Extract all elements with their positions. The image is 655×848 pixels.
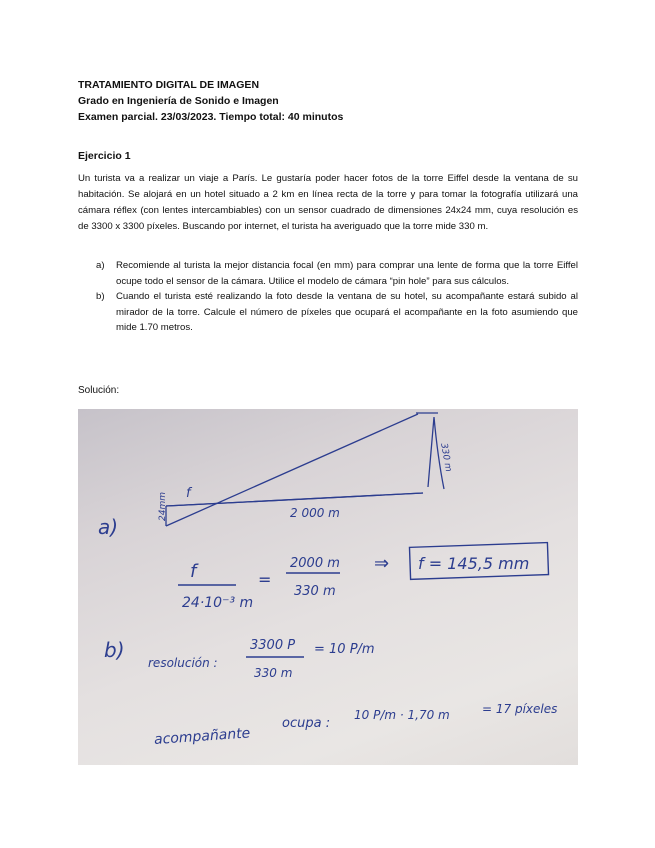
sketch-distance-label: 2 000 m: [290, 506, 340, 520]
frac2-numerator: 2000 m: [290, 556, 340, 571]
frac2-denominator: 330 m: [294, 584, 336, 599]
exam-header: [78, 77, 343, 125]
frac1-denominator: 24·10⁻³ m: [182, 595, 254, 611]
ray-bottom: [166, 493, 423, 506]
exam-info: Examen parcial. 23/03/2023. Tiempo total: 40 minutos: [78, 111, 344, 123]
exercise-statement: Un turista va a realizar un viaje a París. Le gustaría poder hacer fotos de la torre Eiffel desde la ventana de su habitación. Se alojará en un hotel situado a 2 km en línea recta de la torre y para tomar la fotografía utilizará una cámara réflex (con lentes intercambiables) con un sensor cuadrado de dimensiones 24x24 mm, cuya resolución es de 3300 x 3300 píxeles. Buscando por internet, el turista ha averiguado que la torre mide 330 m.: [78, 173, 578, 232]
resolution-numerator: 3300 P: [250, 638, 296, 653]
equals-sign: =: [258, 570, 272, 589]
part-a-label: a): [98, 515, 119, 539]
question-label: b): [96, 291, 105, 302]
question-label: a): [96, 260, 105, 271]
resolution-value: = 10 P/m: [314, 642, 375, 657]
implies-arrow: ⇒: [374, 553, 390, 574]
companion-result: = 17 píxeles: [482, 702, 558, 716]
handwritten-solution-photo: [78, 409, 578, 765]
companion-label: acompañante: [153, 725, 251, 749]
resolution-label: resolución :: [148, 656, 218, 670]
solution-label: Solución:: [78, 385, 120, 396]
question-list: [96, 258, 578, 336]
result-a: f = 145,5 mm: [418, 554, 530, 573]
question-text: Cuando el turista esté realizando la foto desde la ventana de su hotel, su acompañante estará subido al mirador de la torre. Calcule el número de píxeles que ocupará el acompañante en la foto asumiendo que mide 1.70 metros.: [116, 291, 578, 333]
question-a: [96, 258, 578, 289]
occupies-label: ocupa :: [282, 716, 331, 731]
resolution-denominator: 330 m: [254, 666, 293, 680]
sketch-tower-label: 330 m: [438, 442, 454, 473]
part-b-label: b): [104, 638, 125, 662]
sketch-focal-label: f: [186, 486, 191, 501]
frac1-numerator: f: [190, 561, 197, 582]
companion-calc: 10 P/m · 1,70 m: [354, 708, 450, 722]
course-title: TRATAMIENTO DIGITAL DE IMAGEN: [78, 79, 260, 91]
degree-name: Grado en Ingeniería de Sonido e Imagen: [78, 95, 279, 107]
handwriting-svg: [78, 409, 578, 765]
exercise-title: Ejercicio 1: [78, 150, 131, 162]
question-b: [96, 289, 578, 336]
question-text: Recomiende al turista la mejor distancia focal (en mm) para comprar una lente de forma que la torre Eiffel ocupe todo el sensor de la cámara. Utilice el modelo de cámara “pin hole” para sus cálculos.: [116, 260, 578, 287]
sketch-sensor-label: 24mm: [158, 492, 168, 521]
